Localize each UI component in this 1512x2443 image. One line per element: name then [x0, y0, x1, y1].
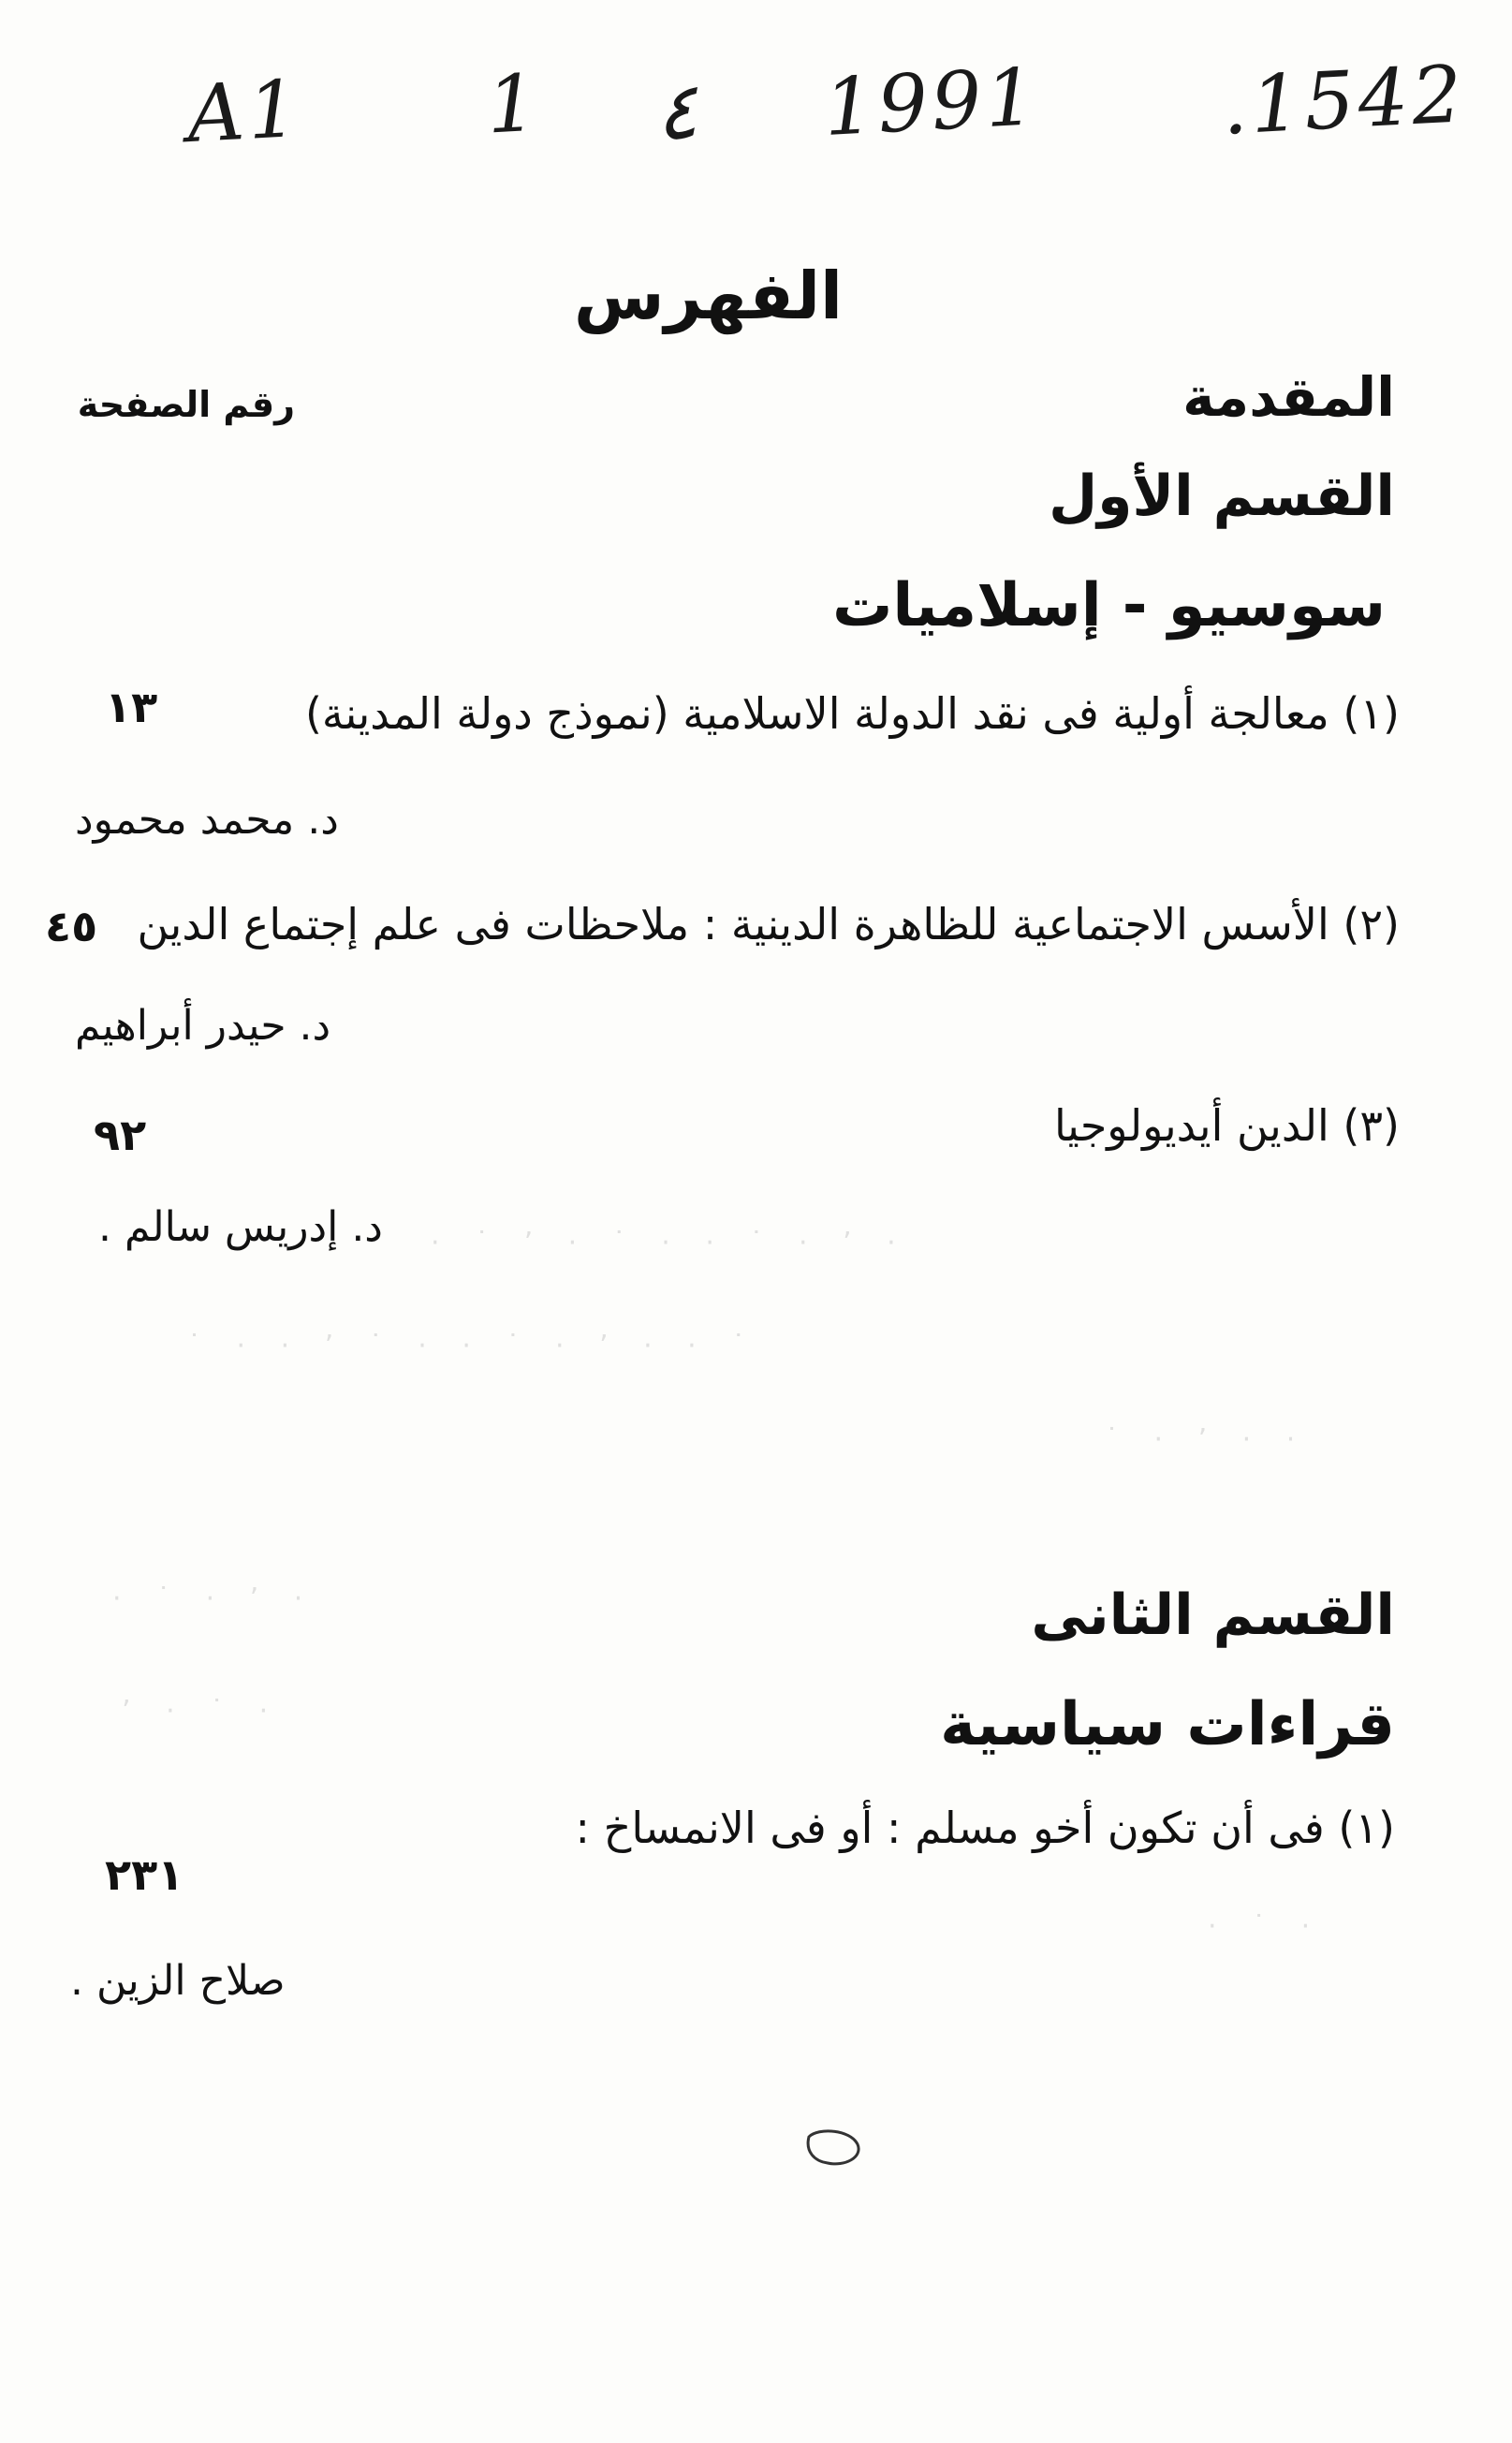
toc-entry-title: (١) فى أن تكون أخو مسلم : أو فى الانمساخ : — [575, 1803, 1395, 1853]
part-two-heading: القسم الثانى — [1031, 1582, 1395, 1648]
toc-entry-title: (٣) الدين أيديولوجيا — [1053, 1100, 1400, 1151]
scan-noise: ʼ · ˙ · — [122, 1695, 282, 1728]
handwritten-ref-day: 1 — [484, 56, 543, 152]
toc-entry-page: ٤٥ — [45, 901, 98, 951]
toc-entry-page: ٢٣١ — [105, 1849, 184, 1900]
scan-noise: ˙ · ʼ · · — [1105, 1423, 1309, 1456]
handwritten-ref-number: .1542 — [1219, 48, 1468, 153]
toc-entry-page: ٩٢ — [94, 1110, 147, 1160]
part-two-subheading: قراءات سياسية — [940, 1690, 1395, 1759]
page-folio-mark — [796, 2124, 869, 2172]
part-one-heading: القسم الأول — [1049, 464, 1395, 529]
toc-entry-title: (١) معالجة أولية فى نقد الدولة الاسلامية (نموذج دولة المدينة) — [304, 688, 1400, 739]
part-one-subheading: سوسيو - إسلاميات — [832, 571, 1386, 640]
toc-entry-author: د. محمد محمود — [75, 796, 339, 844]
introduction-heading: المقدمة — [1182, 365, 1395, 429]
scan-noise: · ˙ · — [1208, 1910, 1324, 1943]
toc-entry-author: د. إدريس سالم . — [98, 1203, 383, 1251]
toc-entry-author: د. حيدر أبراهيم — [75, 1002, 331, 1050]
handwritten-ref-a: A1 — [184, 62, 304, 161]
handwritten-ref-year: 1991 — [821, 51, 1042, 154]
scan-noise: · ˙ · ʼ · — [112, 1582, 316, 1615]
page-title: الفهرس — [573, 258, 843, 334]
toc-entry-page: ١٣ — [105, 682, 158, 732]
toc-entry-title: (٢) الأسس الاجتماعية للظاهرة الدينية : ملاحظات فى علم إجتماع الدين — [137, 899, 1400, 949]
handwritten-ref-month: ٤ — [653, 64, 700, 159]
scan-noise: · ˙ ʼ · ˙ · · ˙ · ʼ · — [431, 1227, 909, 1259]
scan-noise: ˙ · · ʼ ˙ · · ˙ · ʼ · · ˙ — [187, 1330, 759, 1362]
toc-entry-author: صلاح الزين . — [70, 1957, 286, 2005]
page-number-column-header: رقم الصفحة — [77, 384, 295, 425]
